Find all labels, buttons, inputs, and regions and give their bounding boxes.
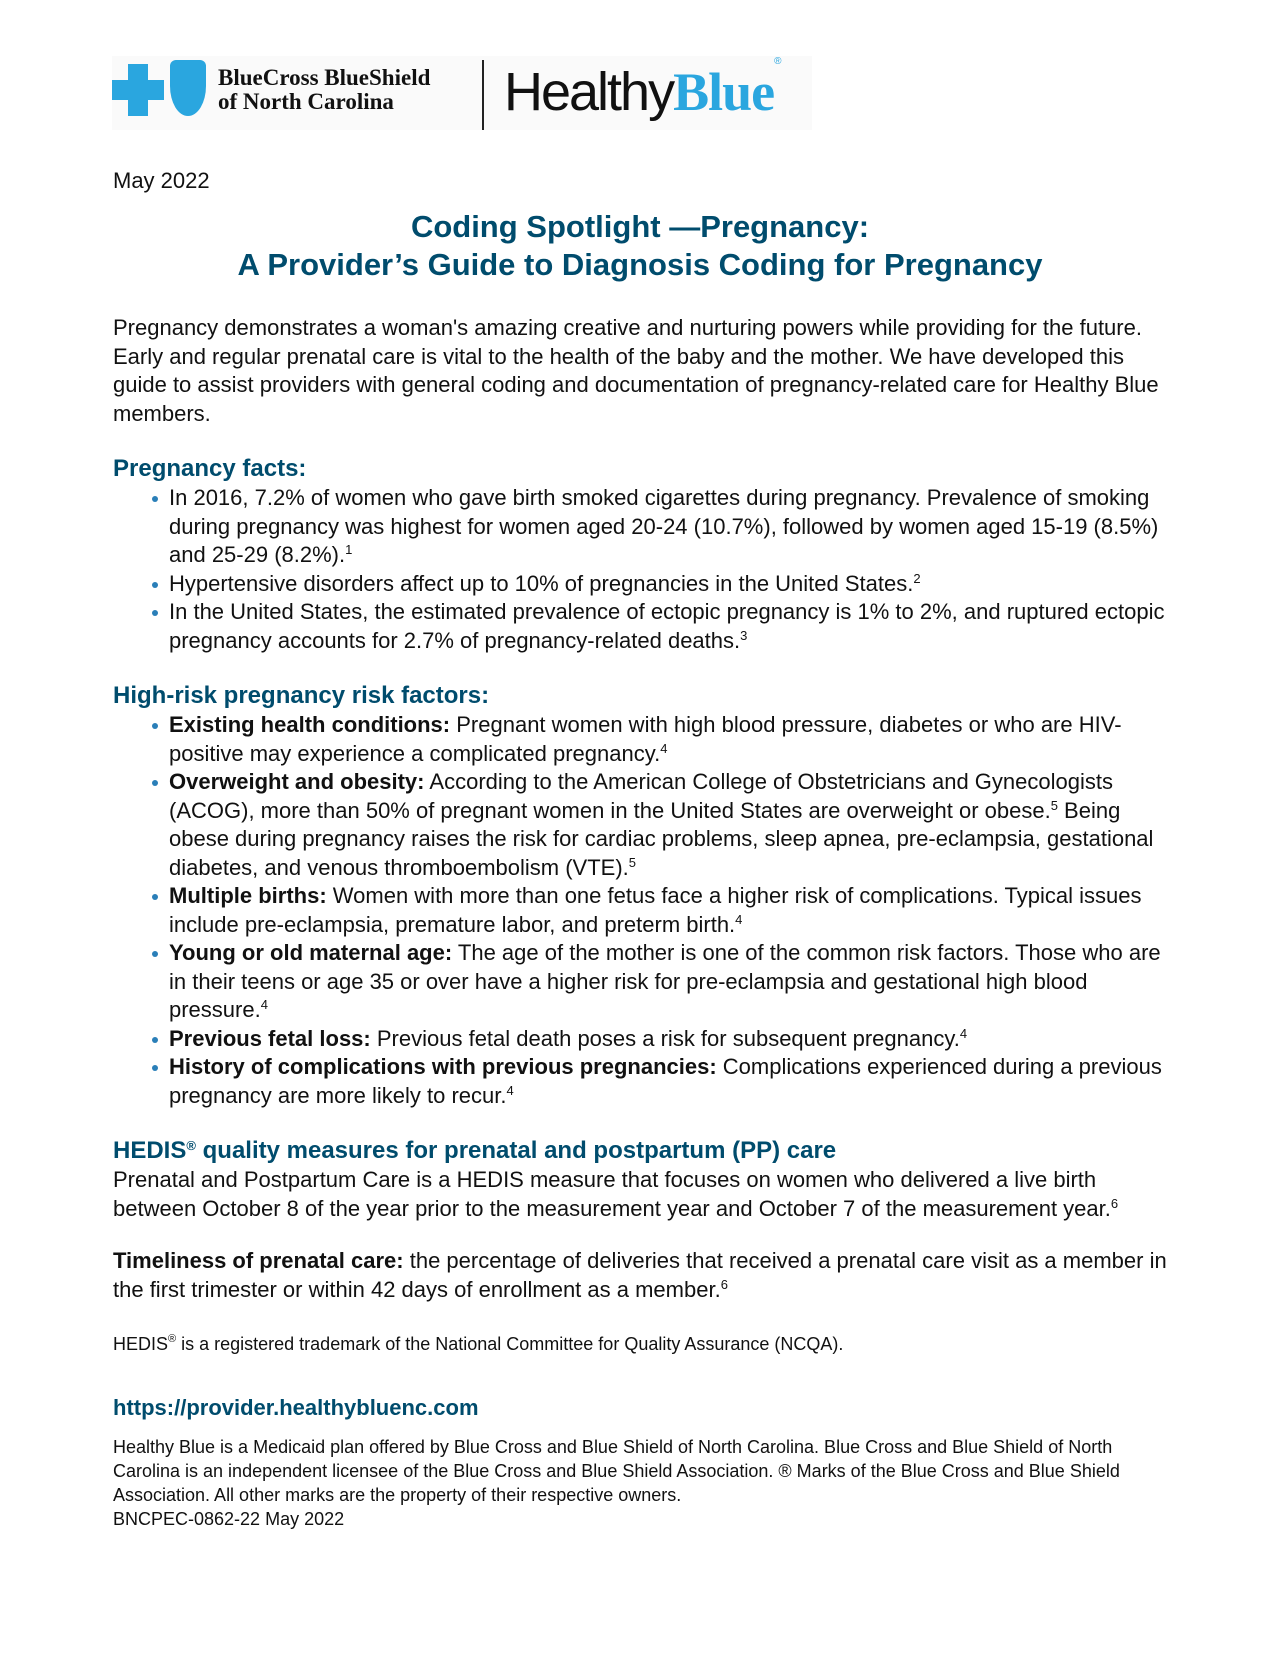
tm-text-rest: is a registered trademark of the National Committee for Quality Assurance (NCQA). [176, 1334, 844, 1354]
list-item [169, 768, 1173, 882]
risks-heading: High-risk pregnancy risk factors: [113, 682, 490, 709]
timeliness-text: the percentage of deliveries that received a prenatal care visit as a member in the first trimester or within 42 days of enrollment as a member. [113, 1248, 1167, 1302]
item-text: Previous fetal death poses a risk for subsequent pregnancy. [376, 1025, 960, 1051]
document-body [113, 314, 1173, 1531]
document-code: BNCPEC-0862-22 May 2022 [113, 1508, 345, 1529]
blue-shield-icon [170, 60, 206, 116]
reg-mark: ® [168, 1333, 177, 1345]
timeliness-label: Timeliness of prenatal care: [113, 1248, 404, 1273]
hedis-heading-text: quality measures for prenatal and postpartum (PP) care [195, 1137, 837, 1164]
list-item [169, 570, 1173, 599]
list-item [169, 484, 1173, 570]
list-item [169, 939, 1173, 1025]
intro-paragraph: Pregnancy demonstrates a woman's amazing creative and nurturing powers while providing for the future. Early and regular prenatal care is vital to the health of the baby and the mother. We have developed this guide to assist providers with general coding and documentation of pregnancy-related care for Healthy Blue members. [113, 315, 1159, 426]
bcbs-line1: BlueCross BlueShield [218, 65, 431, 90]
risks-list [113, 711, 1173, 1110]
item-text: According to the American College of Obstetricians and Gynecologists (ACOG), more than 50% of pregnant women in the United States are overweight or obese. [169, 769, 1113, 823]
bcbs-wordmark [218, 66, 430, 114]
item-label: History of complications with previous pregnancies: [169, 1054, 717, 1079]
item-text: Being obese during pregnancy raises the risk for cardiac problems, sleep apnea, pre-eclampsia, gestational diabetes, and venous thromboembolism (VTE). [169, 797, 1154, 880]
hedis-text: HEDIS [113, 1137, 187, 1164]
footnote-ref: 3 [740, 627, 748, 643]
footnote-ref: 6 [1110, 1195, 1119, 1211]
footnote-ref: 2 [913, 570, 921, 586]
list-item [169, 598, 1173, 655]
item-text: The age of the mother is one of the common risk factors. Those who are in their teens or age 35 or over have a higher risk for pre-eclampsia and gestational high blood pressure. [169, 940, 1161, 1022]
footnote-ref: 6 [720, 1276, 728, 1292]
footnote-ref: 4 [260, 997, 268, 1012]
footnote-ref: 4 [959, 1025, 968, 1041]
item-text: In 2016, 7.2% of women who gave birth smoked cigarettes during pregnancy. Prevalence of smoking during pregnancy was highest for women aged 20-24 (10.7%), followed by women aged 15-19 (8.5%) and 25-29 (8.2%). [169, 485, 1159, 567]
item-label: Previous fetal loss: [169, 1025, 371, 1051]
list-item [169, 711, 1173, 768]
date: May 2022 [113, 168, 210, 193]
title-line2: A Provider’s Guide to Diagnosis Coding for Pregnancy [237, 247, 1043, 282]
healthy-text: Healthy [504, 62, 674, 122]
item-text: Pregnant women with high blood pressure, diabetes or who are HIV-positive may experience a complicated pregnancy. [169, 712, 1122, 766]
footnote-ref: 1 [345, 542, 353, 557]
page-title [0, 208, 1280, 284]
logo-divider [482, 60, 484, 130]
footnote-ref: 5 [628, 854, 637, 870]
reg-mark: ® [186, 1138, 196, 1153]
timeliness-paragraph [113, 1247, 1173, 1304]
facts-heading: Pregnancy facts: [113, 455, 307, 482]
hedis-paragraph [113, 1166, 1173, 1223]
bcbs-line2: of North Carolina [218, 89, 394, 114]
item-text: In the United States, the estimated prevalence of ectopic pregnancy is 1% to 2%, and ruptured ectopic pregnancy accounts for 2.7% of pregnancy-related deaths. [169, 599, 1165, 653]
healthy-blue-wordmark [504, 56, 780, 122]
item-label: Young or old maternal age: [169, 940, 453, 965]
footnote-ref: 4 [506, 1082, 514, 1098]
header-logo [112, 56, 812, 130]
list-item [169, 1053, 1173, 1110]
list-item [169, 1025, 1173, 1054]
hedis-heading [113, 1136, 1173, 1166]
reg-mark: ® [774, 56, 780, 67]
item-text: Hypertensive disorders affect up to 10% of pregnancies in the United States. [169, 570, 914, 596]
disclaimer: Healthy Blue is a Medicaid plan offered by Blue Cross and Blue Shield of North Carolina. Blue Cross and Blue Shield of North Carolina is an independent licensee of the Blue Cross and Blue Shield Association. ® Marks of the Blue Cross and Blue Shield Association. All other marks are the property of their respective owners. [113, 1436, 1120, 1505]
trademark-note [113, 1332, 1173, 1356]
facts-list [113, 484, 1173, 655]
tm-text: HEDIS [113, 1334, 169, 1354]
provider-url-link[interactable]: https://provider.healthybluenc.com [113, 1395, 479, 1420]
item-text: Complications experienced during a previous pregnancy are more likely to recur. [169, 1054, 1162, 1108]
title-line1: Coding Spotlight —Pregnancy: [410, 209, 870, 244]
list-item [169, 882, 1173, 939]
footnote-ref: 5 [1050, 797, 1058, 813]
blue-text: Blue [673, 62, 775, 122]
item-label: Overweight and obesity: [169, 769, 425, 794]
footnote-ref: 4 [660, 740, 668, 756]
item-label: Existing health conditions: [169, 712, 451, 737]
footnote-ref: 4 [735, 911, 743, 927]
item-label: Multiple births: [169, 883, 327, 908]
blue-cross-icon [112, 64, 164, 116]
hedis-para-text: Prenatal and Postpartum Care is a HEDIS measure that focuses on women who delivered a live birth between October 8 of the year prior to the measurement year and October 7 of the measurement year. [113, 1167, 1111, 1221]
item-text: Women with more than one fetus face a higher risk of complications. Typical issues include pre-eclampsia, premature labor, and preterm birth. [169, 883, 1142, 937]
